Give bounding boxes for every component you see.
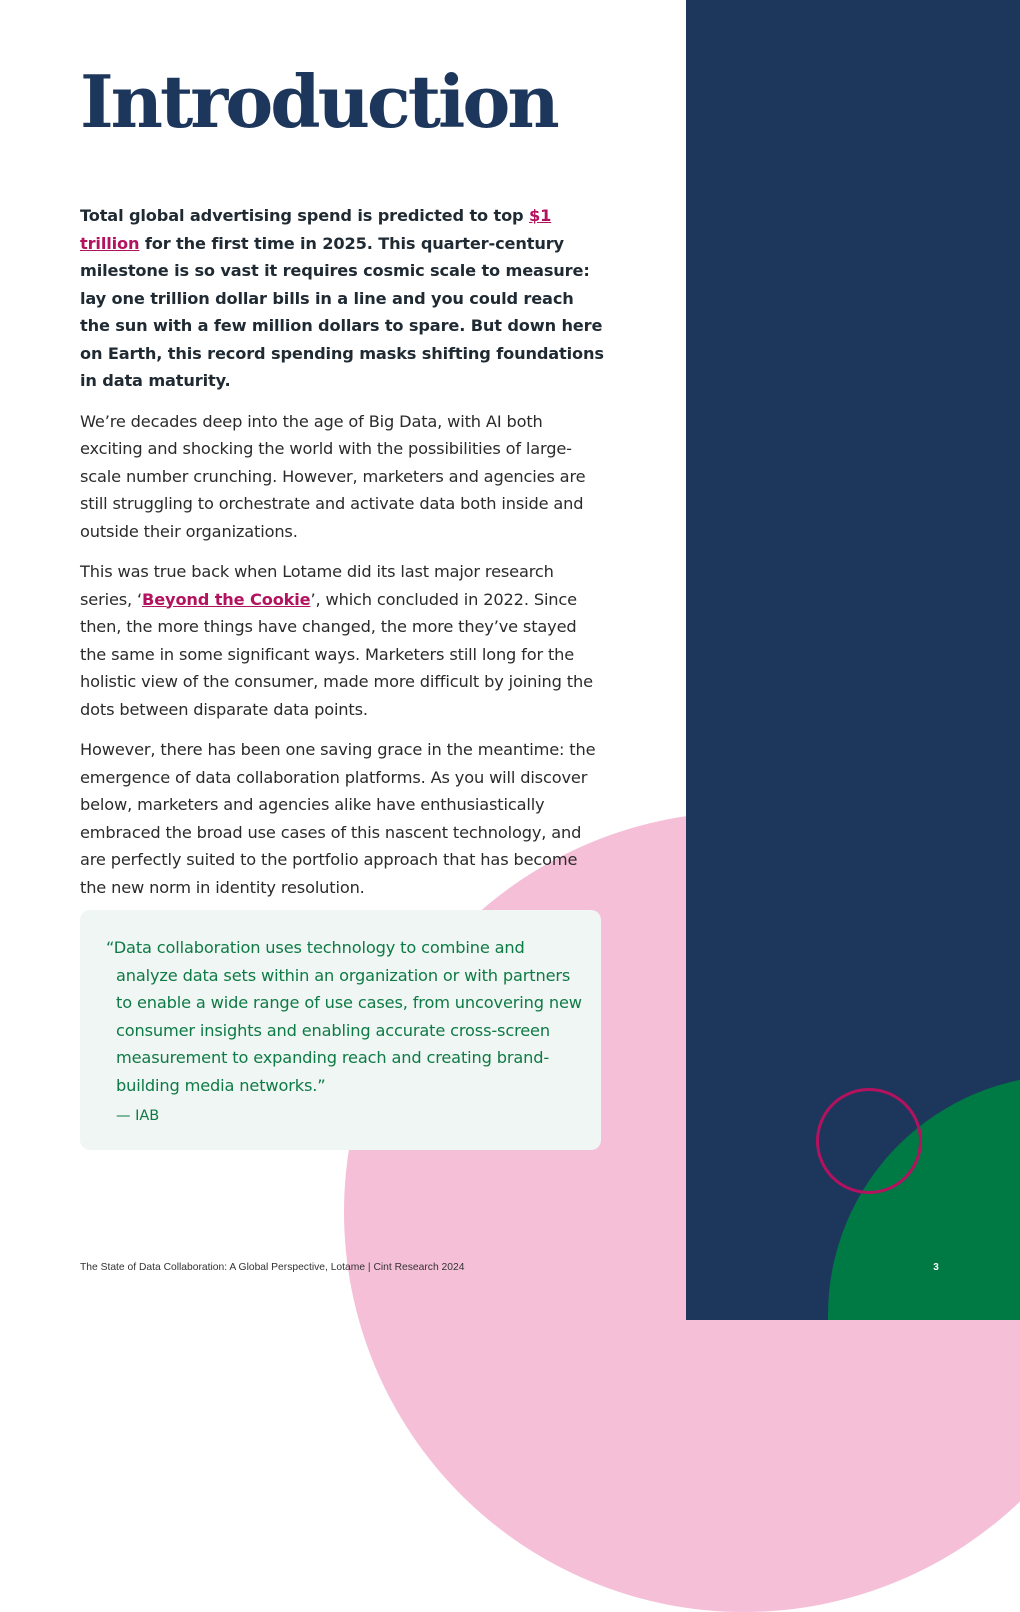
paragraph-saving-grace: However, there has been one saving grace in the meantime: the emergence of data collaboration platforms. As you will discover below, marketers and agencies alike have enthusiastically embraced the broad use cases of this nascent technology, and are perfectly suited to the portfolio approach that has become the new norm in identity resolution. (80, 740, 596, 897)
trillion-link[interactable]: $1 trillion (80, 206, 552, 253)
lead-text-start: Total global advertising spend is predicted to top (80, 206, 529, 225)
quote-attribution: — IAB (116, 1108, 160, 1124)
magenta-ring-decoration (816, 1088, 922, 1194)
footer-text: The State of Data Collaboration: A Global Perspective, Lotame | Cint Research 2024 (80, 1262, 465, 1273)
paragraph-big-data: We’re decades deep into the age of Big Data, with AI both exciting and shocking the world with the possibilities of large-scale number crunching. However, marketers and agencies are still struggling to orchestrate and activate data both inside and outside their organizations. (80, 411, 586, 541)
lead-text-end: for the first time in 2025. This quarter-century milestone is so vast it requires cosmic scale to measure: lay one trillion dollar bills in a line and you could reach the sun with a few million dollars to spare. But down here on Earth, this record spending masks shifting foundations in data maturity. (80, 233, 604, 390)
lead-paragraph (80, 202, 605, 395)
quote-text: “Data collaboration uses technology to combine and analyze data sets within an organization or with partners to enable a wide range of use cases, from uncovering new consumer insights and enabling accurate cross-screen measurement to expanding reach and creating brand-building media networks.” (106, 938, 582, 1095)
research-text-start: This was true back when Lotame did its last major research series, ‘ (80, 562, 554, 609)
beyond-the-cookie-link[interactable]: Beyond the Cookie (142, 589, 311, 609)
quote-box (80, 910, 601, 1150)
paragraph-research-series (80, 558, 605, 723)
body-text (80, 202, 605, 914)
page-title: Introduction (80, 59, 557, 144)
navy-side-panel (686, 0, 1020, 1320)
page-number: 3 (933, 1262, 939, 1273)
research-text-end: ’, which concluded in 2022. Since then, the more things have changed, the more they’ve stayed the same in some significant ways. Marketers still long for the holistic view of the consumer, made more difficult by joining the dots between disparate data points. (80, 589, 593, 719)
